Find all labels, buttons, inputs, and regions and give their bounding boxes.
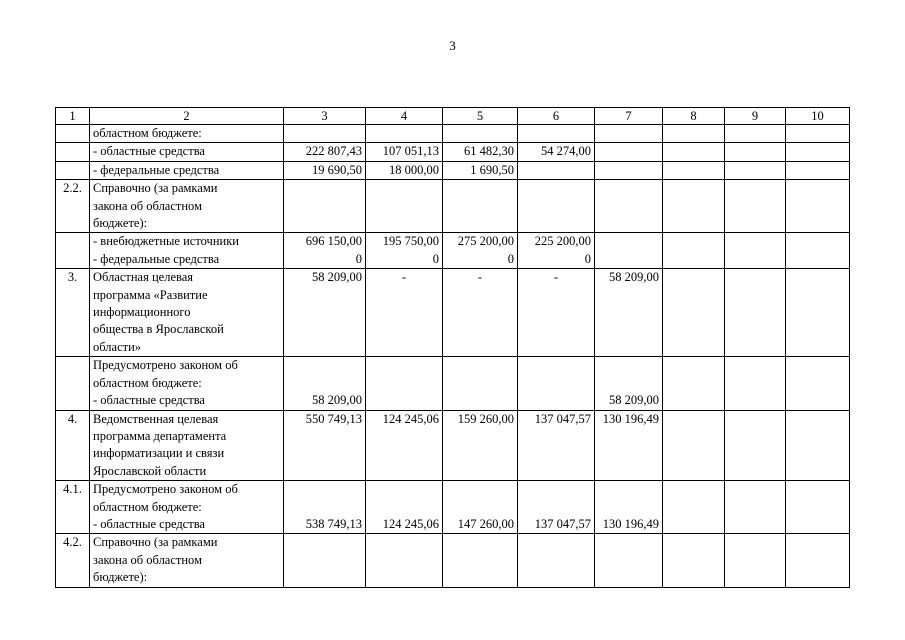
- row-number: 4.2.: [56, 534, 90, 587]
- value-cell: 275 200,00 0: [443, 233, 518, 269]
- value-cell: [366, 180, 443, 233]
- column-header: 4: [366, 108, 443, 125]
- table-row: [56, 143, 850, 161]
- table-row: [56, 534, 850, 587]
- value-cell: 124 245,06: [366, 410, 443, 481]
- value-cell: 58 209,00: [595, 357, 663, 410]
- row-number: [56, 143, 90, 161]
- value-cell: [595, 143, 663, 161]
- column-header: 7: [595, 108, 663, 125]
- row-description: Справочно (за рамками закона об областном бюджете):: [90, 534, 284, 587]
- column-header: 10: [786, 108, 850, 125]
- table-row: [56, 481, 850, 534]
- row-number: 4.1.: [56, 481, 90, 534]
- value-cell: -: [366, 269, 443, 357]
- value-cell: 58 209,00: [595, 269, 663, 357]
- row-description: Ведомственная целевая программа департамента информатизации и связи Ярославской области: [90, 410, 284, 481]
- value-cell: 18 000,00: [366, 161, 443, 179]
- value-cell: [518, 357, 595, 410]
- row-description: Областная целевая программа «Развитие информационного общества в Ярославской области»: [90, 269, 284, 357]
- value-cell: [366, 534, 443, 587]
- empty-cell: [786, 233, 850, 269]
- row-description: Справочно (за рамками закона об областном бюджете):: [90, 180, 284, 233]
- value-cell: 137 047,57: [518, 410, 595, 481]
- column-header: 6: [518, 108, 595, 125]
- value-cell: [518, 161, 595, 179]
- value-cell: 58 209,00: [284, 269, 366, 357]
- value-cell: [443, 125, 518, 143]
- value-cell: [284, 534, 366, 587]
- empty-cell: [786, 125, 850, 143]
- value-cell: 195 750,00 0: [366, 233, 443, 269]
- column-header: 3: [284, 108, 366, 125]
- value-cell: [595, 233, 663, 269]
- empty-cell: [786, 269, 850, 357]
- value-cell: 130 196,49: [595, 481, 663, 534]
- empty-cell: [725, 269, 786, 357]
- table-row: [56, 180, 850, 233]
- row-description: областном бюджете:: [90, 125, 284, 143]
- empty-cell: [786, 481, 850, 534]
- column-header: 8: [663, 108, 725, 125]
- table-row: [56, 125, 850, 143]
- empty-cell: [663, 534, 725, 587]
- value-cell: [518, 534, 595, 587]
- row-number: [56, 161, 90, 179]
- row-number: [56, 125, 90, 143]
- value-cell: [284, 180, 366, 233]
- table-row: [56, 410, 850, 481]
- table-row: [56, 161, 850, 179]
- value-cell: 54 274,00: [518, 143, 595, 161]
- budget-table: [55, 107, 850, 588]
- value-cell: 1 690,50: [443, 161, 518, 179]
- value-cell: [443, 357, 518, 410]
- empty-cell: [663, 180, 725, 233]
- value-cell: 58 209,00: [284, 357, 366, 410]
- value-cell: [443, 180, 518, 233]
- row-description: - внебюджетные источники - федеральные средства: [90, 233, 284, 269]
- empty-cell: [725, 481, 786, 534]
- empty-cell: [663, 481, 725, 534]
- row-number: 4.: [56, 410, 90, 481]
- value-cell: 159 260,00: [443, 410, 518, 481]
- value-cell: [595, 161, 663, 179]
- header-row: [56, 108, 850, 125]
- empty-cell: [663, 357, 725, 410]
- value-cell: 124 245,06: [366, 481, 443, 534]
- column-header: 5: [443, 108, 518, 125]
- empty-cell: [663, 143, 725, 161]
- empty-cell: [663, 269, 725, 357]
- page-number: 3: [449, 38, 456, 53]
- empty-cell: [725, 233, 786, 269]
- empty-cell: [786, 143, 850, 161]
- row-number: [56, 357, 90, 410]
- row-number: [56, 233, 90, 269]
- value-cell: 137 047,57: [518, 481, 595, 534]
- empty-cell: [663, 233, 725, 269]
- empty-cell: [725, 161, 786, 179]
- empty-cell: [786, 534, 850, 587]
- value-cell: 147 260,00: [443, 481, 518, 534]
- empty-cell: [786, 410, 850, 481]
- value-cell: 550 749,13: [284, 410, 366, 481]
- empty-cell: [663, 410, 725, 481]
- value-cell: 696 150,00 0: [284, 233, 366, 269]
- value-cell: 538 749,13: [284, 481, 366, 534]
- value-cell: [366, 357, 443, 410]
- value-cell: 61 482,30: [443, 143, 518, 161]
- value-cell: [518, 125, 595, 143]
- column-header: 2: [90, 108, 284, 125]
- empty-cell: [725, 125, 786, 143]
- empty-cell: [786, 180, 850, 233]
- row-description: Предусмотрено законом об областном бюджете: - областные средства: [90, 357, 284, 410]
- row-description: - областные средства: [90, 143, 284, 161]
- empty-cell: [725, 180, 786, 233]
- value-cell: [595, 125, 663, 143]
- empty-cell: [725, 534, 786, 587]
- table-row: [56, 233, 850, 269]
- value-cell: 107 051,13: [366, 143, 443, 161]
- column-header: 9: [725, 108, 786, 125]
- row-number: 3.: [56, 269, 90, 357]
- row-number: 2.2.: [56, 180, 90, 233]
- value-cell: 225 200,00 0: [518, 233, 595, 269]
- table-row: [56, 269, 850, 357]
- value-cell: [595, 534, 663, 587]
- empty-cell: [663, 161, 725, 179]
- empty-cell: [786, 161, 850, 179]
- value-cell: 19 690,50: [284, 161, 366, 179]
- value-cell: 222 807,43: [284, 143, 366, 161]
- row-description: - федеральные средства: [90, 161, 284, 179]
- value-cell: 130 196,49: [595, 410, 663, 481]
- column-header: 1: [56, 108, 90, 125]
- value-cell: -: [518, 269, 595, 357]
- value-cell: [443, 534, 518, 587]
- value-cell: -: [443, 269, 518, 357]
- row-description: Предусмотрено законом об областном бюджете: - областные средства: [90, 481, 284, 534]
- value-cell: [595, 180, 663, 233]
- empty-cell: [725, 410, 786, 481]
- value-cell: [284, 125, 366, 143]
- table-row: [56, 357, 850, 410]
- empty-cell: [725, 143, 786, 161]
- empty-cell: [725, 357, 786, 410]
- value-cell: [366, 125, 443, 143]
- empty-cell: [786, 357, 850, 410]
- empty-cell: [663, 125, 725, 143]
- value-cell: [518, 180, 595, 233]
